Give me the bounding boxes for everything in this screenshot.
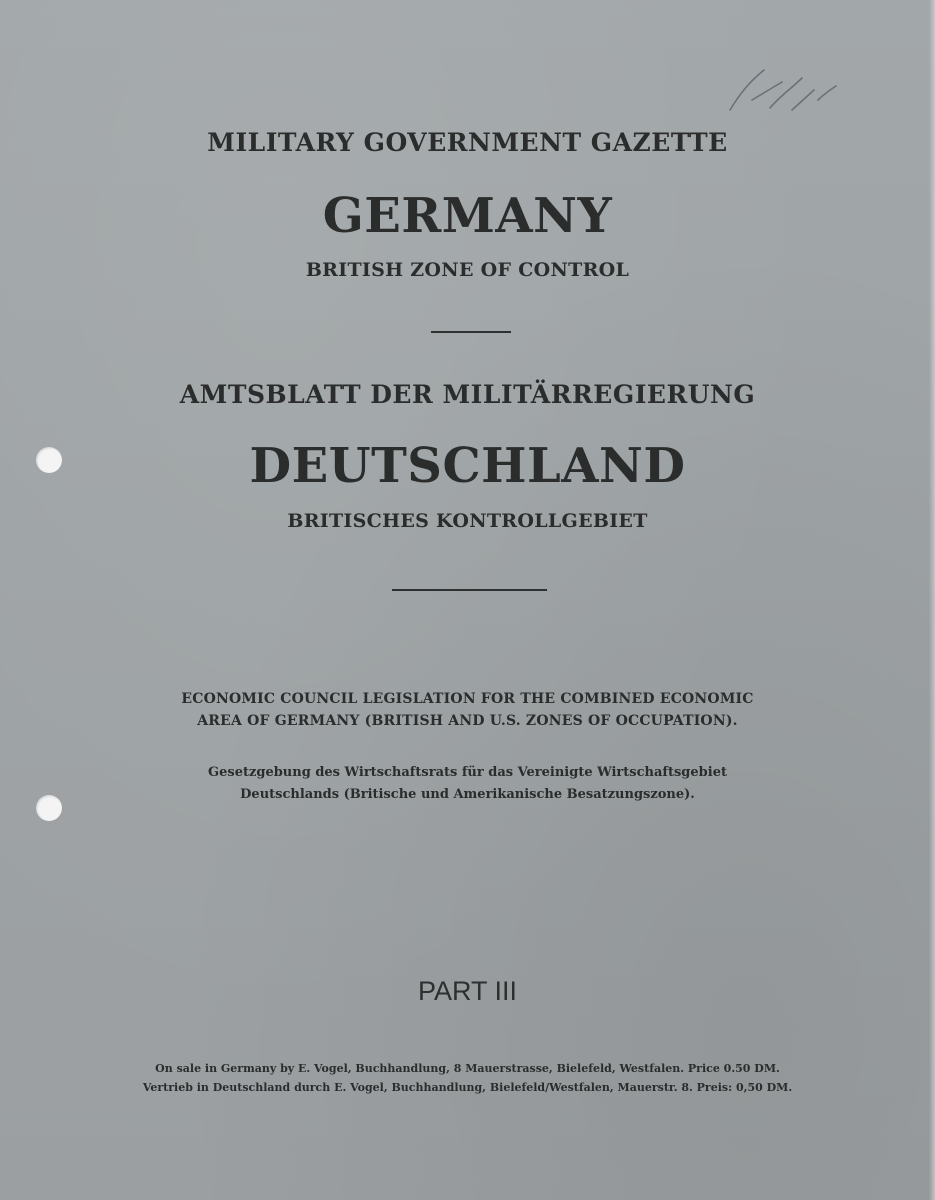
- sale-info-english: On sale in Germany by E. Vogel, Buchhandlung, 8 Mauerstrasse, Bielefeld, Westfalen. Price 0.50 DM.: [155, 1062, 780, 1075]
- divider-rule: [431, 331, 511, 333]
- legislation-english-line: AREA OF GERMANY (BRITISH AND U.S. ZONES OF OCCUPATION).: [197, 713, 738, 729]
- zone-subtitle-german: BRITISCHES KONTROLLGEBIET: [287, 510, 648, 532]
- sale-information: [0, 1059, 935, 1097]
- gazette-title-german: AMTSBLATT DER MILITÄRREGIERUNG: [179, 380, 756, 409]
- legislation-description-german: [0, 762, 935, 806]
- country-title-english: GERMANY: [322, 188, 613, 244]
- legislation-english-line: ECONOMIC COUNCIL LEGISLATION FOR THE COMBINED ECONOMIC: [181, 691, 754, 707]
- part-number: PART III: [417, 976, 518, 1006]
- legislation-description-english: [0, 688, 935, 732]
- legislation-german-line: Gesetzgebung des Wirtschaftsrats für das Vereinigte Wirtschaftsgebiet: [208, 765, 727, 780]
- country-title-german: DEUTSCHLAND: [249, 438, 686, 494]
- page-edge: [929, 0, 935, 1200]
- divider-rule: [392, 589, 547, 591]
- legislation-german-line: Deutschlands (Britische und Amerikanische Besatzungszone).: [240, 787, 695, 802]
- zone-subtitle-english: BRITISH ZONE OF CONTROL: [305, 259, 630, 281]
- sale-info-german: Vertrieb in Deutschland durch E. Vogel, Buchhandlung, Bielefeld/Westfalen, Mauerstr. 8. Preis: 0,50 DM.: [142, 1081, 793, 1094]
- gazette-title-english: MILITARY GOVERNMENT GAZETTE: [207, 128, 728, 157]
